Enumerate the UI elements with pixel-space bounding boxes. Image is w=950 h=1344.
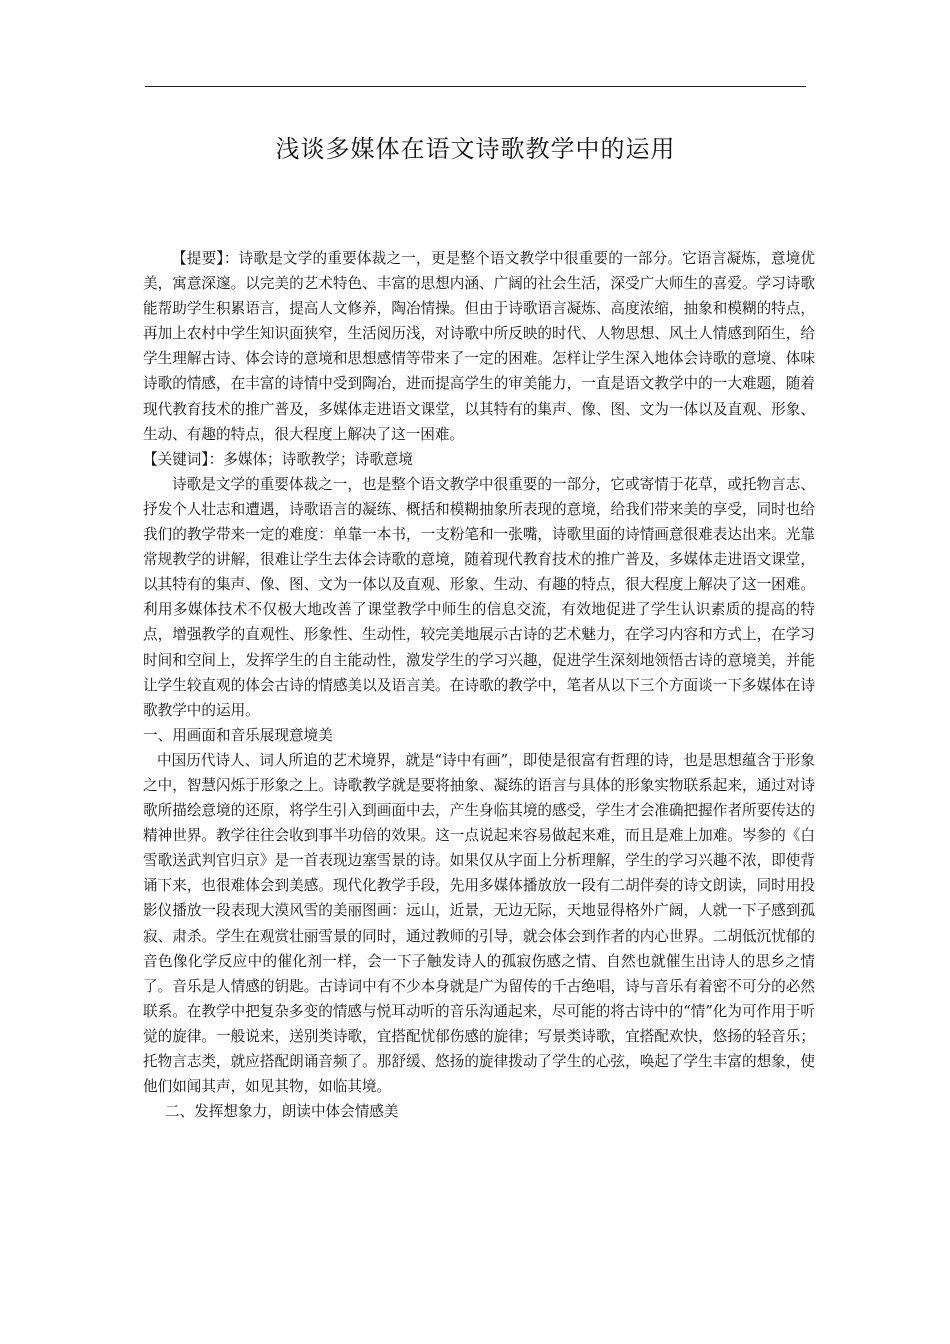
intro-paragraph: 诗歌是文学的重要体裁之一，也是整个语文教学中很重要的一部分，它或寄情于花草，或托物言志、抒发个人壮志和遭遇，诗歌语言的凝练、概括和模糊抽象所表现的意境，给我们带来美的享受，同时也给我们的教学带来一定的难度：单靠一本书，一支粉笔和一张嘴，诗歌里面的诗情画意很难表达出来。光靠常规教学的讲解，很难让学生去体会诗歌的意境，随着现代教育技术的推广普及，多媒体走进语文课堂，以其特有的集声、像、图、文为一体以及直观、形象、生动、有趣的特点，很大程度上解决了这一困难。利用多媒体技术不仅极大地改善了课堂教学中师生的信息交流，有效地促进了学生认识素质的提高的特点，增强教学的直观性、形象性、生动性，较完美地展示古诗的艺术魅力，在学习内容和方式上，在学习时间和空间上，发挥学生的自主能动性，激发学生的学习兴趣，促进学生深刻地领悟古诗的意境美，并能让学生较直观的体会古诗的情感美以及语言美。在诗歌的教学中，笔者从以下三个方面谈一下多媒体在诗歌教学中的运用。 [143, 475, 815, 719]
keywords-label: 【关键词】 [143, 450, 209, 468]
abstract-text: ：诗歌是文学的重要体裁之一，更是整个语文教学中很重要的一部分。它语言凝炼，意境优美，寓意深邃。以完美的艺术特色、丰富的思想内涵、广阔的社会生活，深受广大师生的喜爱。学习诗歌能帮助学生积累语言，提高人文修养，陶冶情操。但由于诗歌语言凝炼、高度浓缩，抽象和模糊的特点，再加上农村中学生知识面狭窄，生活阅历浅，对诗歌中所反映的时代、人物思想、风土人情感到陌生，给学生理解古诗、体会诗的意境和思想感情等带来了一定的困难。怎样让学生深入地体会诗歌的意境、体味诗歌的情感，在丰富的诗情中受到陶冶，进而提高学生的审美能力，一直是语文教学中的一大难题，随着现代教育技术的推广普及，多媒体走进语文课堂，以其特有的集声、像、图、文为一体以及直观、形象、生动、有趣的特点，很大程度上解决了这一困难。 [143, 250, 815, 443]
section1-paragraph: 中国历代诗人、词人所追的艺术境界，就是“诗中有画”，即使是很富有哲理的诗，也是思想蕴含于形象之中，智慧闪烁于形象之上。诗歌教学就是要将抽象、凝练的语言与具体的形象实物联系起来，通过对诗歌所描绘意境的还原，将学生引入到画面中去，产生身临其境的感受，学生才会准确把握作者所要传达的精神世界。教学往往会收到事半功倍的效果。这一点说起来容易做起来难，而且是难上加难。岑参的《白雪歌送武判官归京》是一首表现边塞雪景的诗。如果仅从字面上分析理解，学生的学习兴趣不浓，即使背诵下来，也很难体会到美感。现代化教学手段，先用多媒体播放放一段有二胡伴奏的诗文朗读，同时用投影仪播放一段表现大漠风雪的美丽图画：远山，近景，无边无际，天地显得格外广阔，人就一下子感到孤寂、肃杀。学生在观赏壮丽雪景的同时，通过教师的引导，就会体会到作者的内心世界。二胡低沉忧郁的音色像化学反应中的催化剂一样，会一下子触发诗人的孤寂伤感之情、自然也就催生出诗人的思乡之情了。音乐是人情感的钥匙。古诗词中有不少本身就是广为留传的千古绝唱，诗与音乐有着密不可分的必然联系。在教学中把复杂多变的情感与悦耳动听的音乐沟通起来，尽可能的将古诗中的“情”化为可作用于听觉的旋律。一般说来，送别类诗歌，宜搭配忧郁伤感的旋律；写景类诗歌，宜搭配欢快，悠扬的轻音乐；托物言志类，就应搭配朗诵音频了。那舒缓、悠扬的旋律拨动了学生的心弦，唤起了学生丰富的想象，使他们如闻其声，如见其物，如临其境。 [143, 751, 815, 1096]
header-rule [145, 86, 806, 87]
keywords-text: ：多媒体；诗歌教学；诗歌意境 [208, 450, 413, 468]
abstract-label: 【提要】 [172, 250, 224, 267]
section1-heading: 一、用画面和音乐展现意境美 [143, 726, 333, 744]
section2-heading: 二、发挥想象力，朗读中体会情感美 [165, 1103, 399, 1121]
page-title: 浅谈多媒体在语文诗歌教学中的运用 [275, 135, 676, 163]
document-body [143, 246, 815, 1124]
keywords-paragraph [143, 447, 815, 472]
abstract-paragraph [143, 246, 815, 447]
